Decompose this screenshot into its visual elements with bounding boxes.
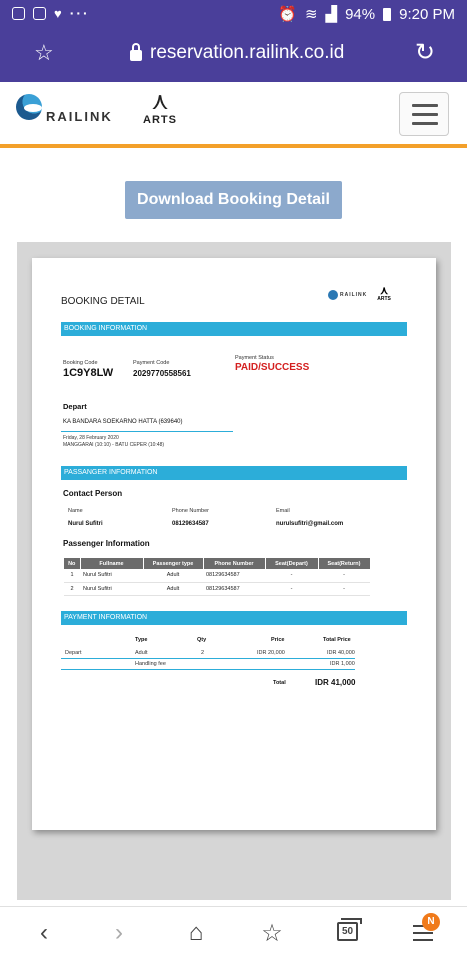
tabs-button[interactable] (337, 922, 358, 941)
railink-logo-text: RAILINK (46, 108, 113, 124)
home-icon[interactable]: ⌂ (188, 919, 204, 946)
cell-passenger-type: Adult (143, 582, 203, 595)
booking-code-label: Booking Code (63, 360, 98, 366)
battery-percent: 94% (345, 5, 376, 23)
contact-person-heading: Contact Person (63, 489, 123, 498)
payment-status-label: Payment Status (235, 355, 274, 361)
booking-information-header: BOOKING INFORMATION (61, 322, 407, 336)
arts-mark-icon: ⋏ (151, 88, 169, 115)
payment-row-qty: 2 (201, 650, 205, 656)
mini-arts-icon: ⋏ (380, 285, 389, 297)
cell-no: 2 (64, 582, 80, 595)
col-phone-number: Phone Number (203, 558, 265, 569)
contact-email-label: Email (276, 508, 290, 514)
document-logo (328, 286, 391, 303)
payment-total-label: Total (273, 680, 286, 686)
hamburger-menu-button[interactable] (399, 92, 449, 136)
contact-phone-value: 08129634587 (172, 521, 209, 527)
payment-col-total: Total Price (323, 637, 351, 643)
cell-seat-return: - (318, 582, 370, 595)
payment-handling-fee-label: Handling fee (135, 661, 166, 667)
back-arrow-icon[interactable]: ‹ (40, 919, 48, 946)
notification-app-icon (33, 7, 46, 20)
site-header (0, 82, 467, 148)
payment-information-header: PAYMENT INFORMATION (61, 611, 407, 625)
arts-logo-text: ARTS (143, 114, 177, 126)
arts-logo (138, 90, 182, 126)
table-row (64, 582, 370, 595)
passenger-information-heading: Passenger Information (63, 539, 150, 548)
browser-address-bar (0, 28, 467, 82)
contact-name-label: Name (68, 508, 83, 514)
cell-phone: 08129634587 (203, 569, 265, 582)
payment-row-price: IDR 20,000 (257, 650, 285, 656)
contact-phone-label: Phone Number (172, 508, 209, 514)
col-no: No (64, 558, 80, 569)
document-title: BOOKING DETAIL (61, 296, 145, 307)
lock-icon (130, 50, 142, 61)
payment-row-type: Adult (135, 650, 148, 656)
cell-seat-depart: - (265, 582, 318, 595)
bookmark-star-icon[interactable]: ☆ (34, 40, 54, 65)
mini-railink-icon (328, 290, 338, 300)
payment-row-total: IDR 40,000 (327, 650, 355, 656)
payment-col-price: Price (271, 637, 285, 643)
col-seat-depart: Seat(Depart) (265, 558, 318, 569)
payment-total-value: IDR 41,000 (315, 678, 356, 687)
payment-row-depart: Depart (65, 650, 82, 656)
more-notifications-icon: ··· (69, 5, 90, 21)
reload-icon[interactable]: ↻ (414, 39, 435, 66)
payment-col-type: Type (135, 637, 148, 643)
battery-icon (383, 8, 391, 21)
payment-divider (61, 669, 355, 670)
cell-fullname: Nurul Sufitri (80, 569, 143, 582)
railink-logo[interactable] (16, 92, 113, 126)
contact-name-value: Nurul Sufitri (68, 521, 103, 527)
depart-train: KA BANDARA SOEKARNO HATTA (639640) (63, 419, 183, 425)
instagram-icon (12, 7, 25, 20)
payment-code-label: Payment Code (133, 360, 170, 366)
passenger-table-header (64, 558, 370, 569)
bookmarks-star-icon[interactable]: ☆ (261, 920, 283, 947)
cell-no: 1 (64, 569, 80, 582)
payment-code-value: 2029770558561 (133, 369, 191, 378)
col-passenger-type: Passenger type (143, 558, 203, 569)
depart-route: MANGGARAI (10:10) - BATU CEPER (10:48) (63, 442, 165, 448)
browser-bottom-nav (0, 906, 467, 960)
payment-status-value: PAID/SUCCESS (235, 362, 310, 373)
depart-underline (61, 431, 233, 432)
cell-seat-depart: - (265, 569, 318, 582)
mini-arts-text: ARTS (377, 296, 391, 302)
mini-railink-text: RAILINK (340, 291, 368, 298)
clock: 9:20 PM (399, 5, 455, 23)
notification-badge: N (422, 913, 440, 931)
payment-col-qty: Qty (197, 637, 207, 643)
cell-phone: 08129634587 (203, 582, 265, 595)
contact-email-value: nurulsufitri@gmail.com (276, 521, 344, 527)
cell-passenger-type: Adult (143, 569, 203, 582)
cell-seat-return: - (318, 569, 370, 582)
table-row (64, 569, 370, 582)
wifi-icon: ≋ (304, 6, 318, 23)
payment-divider (61, 658, 355, 659)
col-seat-return: Seat(Return) (318, 558, 370, 569)
alarm-icon: ⏰ (278, 6, 297, 23)
col-fullname: Fullname (80, 558, 143, 569)
url-text: reservation.railink.co.id (150, 42, 345, 63)
passenger-information-header: PASSANGER INFORMATION (61, 466, 407, 480)
railink-swoosh-icon (16, 92, 42, 126)
signal-icon: ▟ (325, 6, 338, 23)
passenger-table (64, 558, 371, 596)
heart-icon: ♥ (54, 5, 62, 21)
forward-arrow-icon[interactable]: › (115, 919, 123, 946)
depart-heading: Depart (63, 402, 87, 411)
download-booking-detail-button[interactable]: Download Booking Detail (125, 181, 342, 219)
booking-detail-page (32, 258, 436, 830)
booking-code-value: 1C9Y8LW (63, 367, 114, 379)
cell-fullname: Nurul Sufitri (80, 582, 143, 595)
url-field[interactable] (130, 42, 344, 64)
status-bar (0, 0, 467, 28)
tabs-count: 50 (341, 926, 354, 937)
document-viewer[interactable] (17, 242, 451, 900)
payment-handling-fee-total: IDR 1,000 (330, 661, 355, 667)
depart-date: Friday, 28 February 2020 (63, 435, 119, 441)
